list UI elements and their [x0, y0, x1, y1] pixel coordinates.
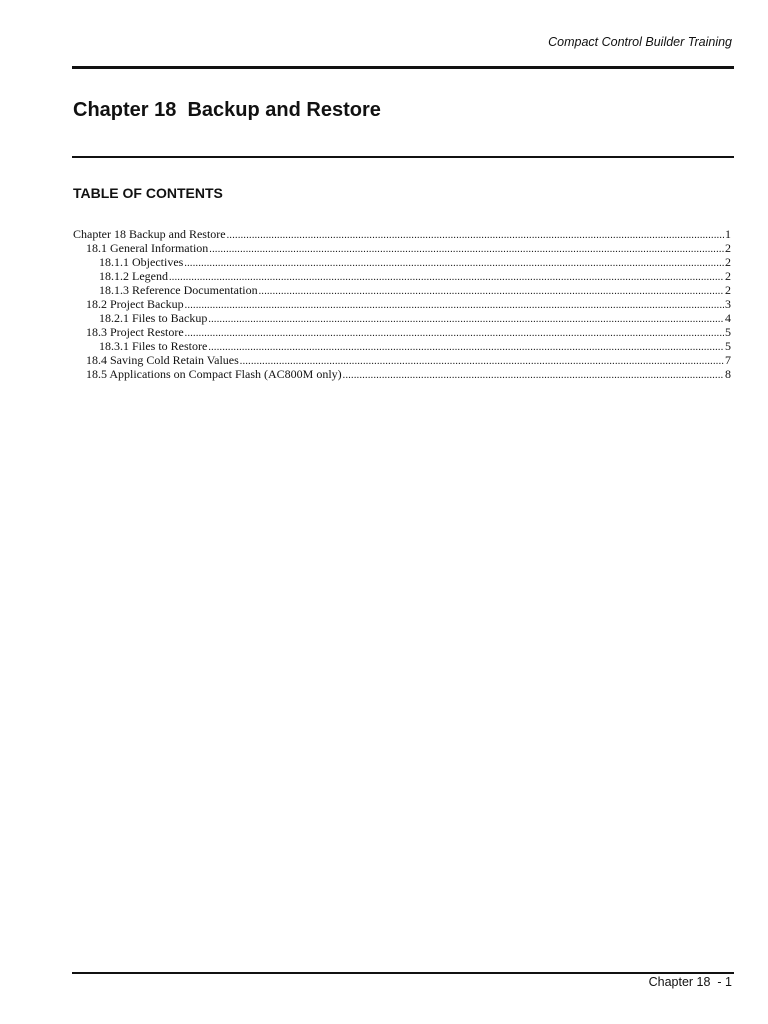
toc-entry-text: 18.1.3 Reference Documentation — [99, 283, 258, 297]
toc-entry[interactable] — [73, 311, 731, 325]
toc-entry-page: 1 — [725, 227, 731, 241]
toc-entry-text: 18.3.1 Files to Restore — [99, 339, 208, 353]
toc-leader-dots — [184, 257, 724, 271]
toc-entry-text: Chapter 18 Backup and Restore — [73, 227, 226, 241]
toc-entry-text: 18.3 Project Restore — [86, 325, 184, 339]
toc-leader-dots — [208, 313, 724, 327]
toc-leader-dots — [185, 299, 724, 313]
toc-entry-page: 5 — [725, 325, 731, 339]
toc-leader-dots — [209, 243, 724, 257]
toc-entry[interactable] — [73, 269, 731, 283]
toc-entry[interactable] — [73, 353, 731, 367]
toc-entry-text: 18.5 Applications on Compact Flash (AC800M only) — [86, 367, 342, 381]
toc-entry-page: 2 — [725, 269, 731, 283]
toc-entry[interactable] — [73, 283, 731, 297]
toc-entry[interactable] — [73, 367, 731, 381]
toc-leader-dots — [185, 327, 724, 341]
toc-entry-page: 4 — [725, 311, 731, 325]
toc-heading: TABLE OF CONTENTS — [73, 185, 223, 201]
toc-entry[interactable] — [73, 227, 731, 241]
toc-entry-page: 2 — [725, 283, 731, 297]
toc-entry[interactable] — [73, 297, 731, 311]
header-rule — [72, 66, 734, 69]
toc-entry[interactable] — [73, 255, 731, 269]
running-header: Compact Control Builder Training — [548, 35, 732, 49]
toc-entry-page: 2 — [725, 255, 731, 269]
toc-entry-text: 18.2.1 Files to Backup — [99, 311, 208, 325]
toc-entry-page: 7 — [725, 353, 731, 367]
toc-leader-dots — [208, 341, 724, 355]
toc-entry-page: 2 — [725, 241, 731, 255]
toc-entry-page: 5 — [725, 339, 731, 353]
toc-leader-dots — [343, 369, 724, 383]
page-number: Chapter 18 - 1 — [648, 975, 732, 989]
toc-entry-text: 18.2 Project Backup — [86, 297, 184, 311]
toc-entry-text: 18.4 Saving Cold Retain Values — [86, 353, 239, 367]
footer-rule — [72, 972, 734, 974]
toc-entry-text: 18.1.2 Legend — [99, 269, 168, 283]
toc-entry-page: 8 — [725, 367, 731, 381]
toc-entry[interactable] — [73, 339, 731, 353]
toc-entry-text: 18.1.1 Objectives — [99, 255, 184, 269]
title-rule — [72, 156, 734, 158]
toc-entry[interactable] — [73, 325, 731, 339]
toc-leader-dots — [259, 285, 724, 299]
toc-entry-page: 3 — [725, 297, 731, 311]
table-of-contents — [73, 227, 731, 381]
chapter-title: Chapter 18 Backup and Restore — [73, 99, 381, 121]
toc-leader-dots — [227, 229, 724, 243]
toc-entry-text: 18.1 General Information — [86, 241, 209, 255]
toc-entry[interactable] — [73, 241, 731, 255]
